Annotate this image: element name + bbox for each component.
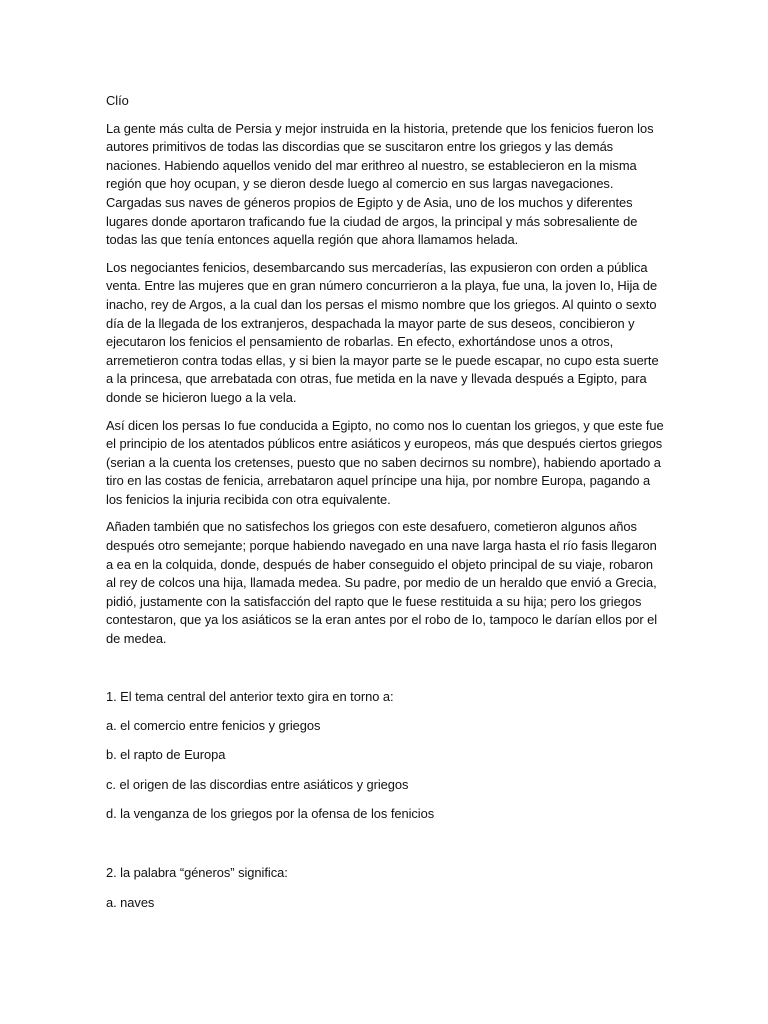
spacer — [106, 834, 666, 864]
question-1 — [106, 688, 666, 824]
document-page — [106, 92, 666, 923]
paragraph-2: Los negociantes fenicios, desembarcando sus mercaderías, las expusieron con orden a pública venta. Entre las mujeres que en gran número concurrieron a la playa, fue una, la joven Io, Hija de inacho, rey de Argos, a la cual dan los persas el mismo nombre que los griegos. Al quinto o sexto día de la llegada de los extranjeros, despachada la mayor parte de sus deseos, concibieron y ejecutaron los fenicios el pensamiento de robarlas. En efecto, exhortándose unos a otros, arremetieron contra todas ellas, y si bien la mayor parte se le puede escapar, no cupo esta suerte a la princesa, que arrebatada con otras, fue metida en la nave y llevada después a Egipto, para donde se hicieron luego a la vela. — [106, 259, 659, 405]
question-1-option-a: a. el comercio entre fenicios y griegos — [106, 718, 321, 734]
question-1-option-c: c. el origen de las discordias entre asiáticos y griegos — [106, 776, 409, 792]
paragraph-4: Añaden también que no satisfechos los griegos con este desafuero, cometieron algunos años después otro semejante; porque habiendo navegado en una nave larga hasta el río fasis llegaron a ea en la colquida, donde, después de haber conseguido el objeto principal de su viaje, robaron al rey de colcos una hija, llamada medea. Su padre, por medio de un heraldo que envió a Grecia, pidió, justamente con la satisfacción del rapto que le fuese restituida a su hija; pero los griegos contestaron, que ya los asiáticos se la eran antes por el robo de Io, tampoco le darían ellos por el de medea. — [106, 519, 658, 647]
paragraph-3: Así dicen los persas Io fue conducida a Egipto, no como nos lo cuentan los griegos, y que este fue el principio de los atentados públicos entre asiáticos y europeos, más que después ciertos griegos (serian a la cuenta los cretenses, puesto que no saben decirnos su nombre), habiendo aportado a tiro en las costas de fenicia, arrebataron aquel príncipe una hija, por nombre Europa, pagando a los fenicios la injuria recibida con otra equivalente. — [106, 417, 664, 507]
question-1-option-d: d. la venganza de los griegos por la ofensa de los fenicios — [106, 805, 435, 821]
spacer — [106, 658, 666, 688]
paragraph-1: La gente más culta de Persia y mejor instruida en la historia, pretende que los fenicios fueron los autores primitivos de todas las discordias que se suscitaron entre los griegos y las demás naciones. Habiendo aquellos venido del mar erithreo al nuestro, se establecieron en la misma región que hoy ocupan, y se dieron desde luego al comercio en sus largas navegaciones. Cargadas sus naves de géneros propios de Egipto y de Asia, uno de los muchos y diferentes lugares donde aportaron traficando fue la ciudad de argos, la principal y más sobresaliente de todas las que tenía entonces aquella región que ahora llamamos helada. — [106, 120, 654, 248]
document-title: Clío — [106, 93, 129, 108]
question-2-prompt: 2. la palabra “géneros” significa: — [106, 864, 288, 880]
question-1-option-b: b. el rapto de Europa — [106, 747, 226, 763]
question-2 — [106, 864, 666, 912]
question-2-option-a: a. naves — [106, 894, 155, 910]
question-1-prompt: 1. El tema central del anterior texto gira en torno a: — [106, 688, 394, 704]
